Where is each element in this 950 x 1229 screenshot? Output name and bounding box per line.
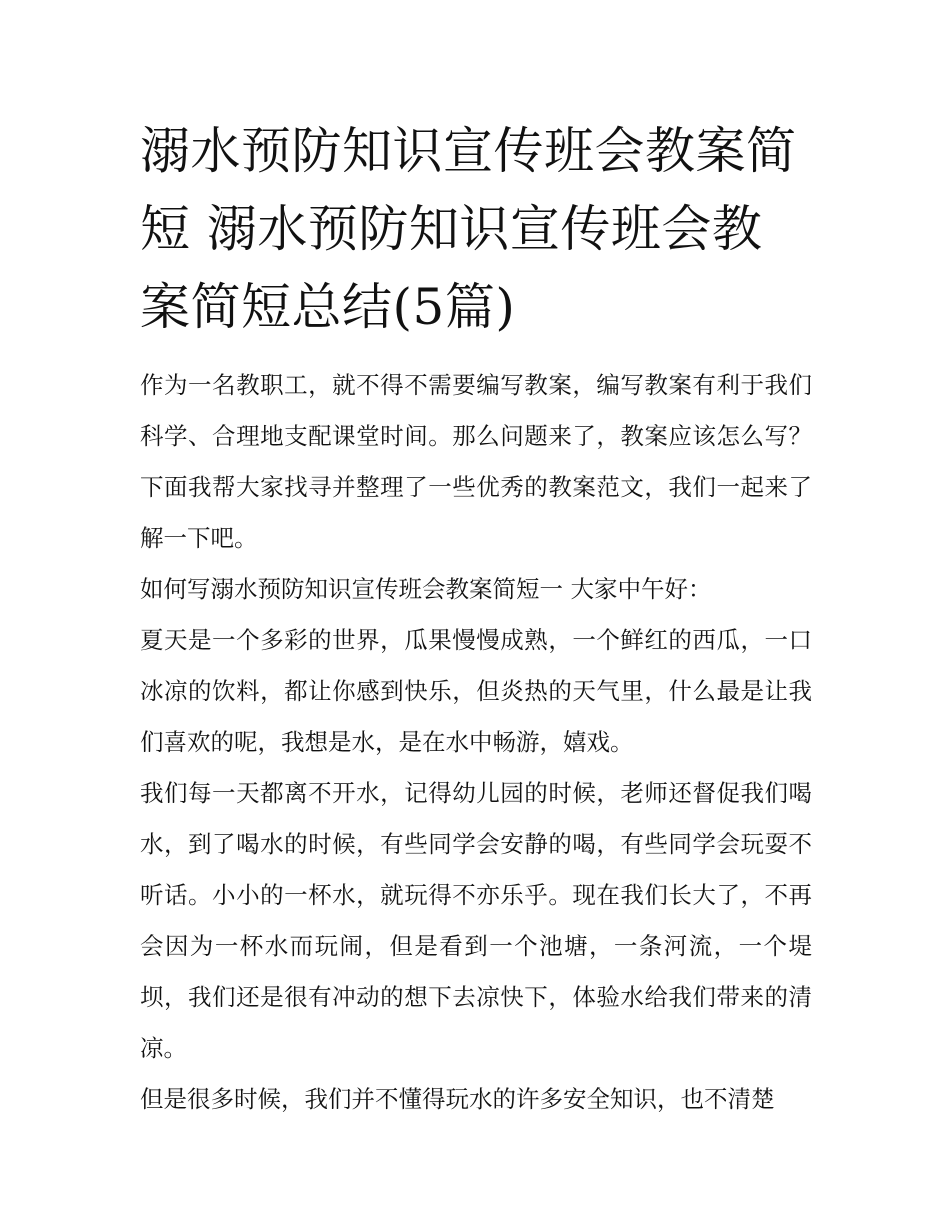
body-paragraph: 夏天是一个多彩的世界，瓜果慢慢成熟，一个鲜红的西瓜，一口冰凉的饮料，都让你感到快乐，但炎热的天气里，什么最是让我们喜欢的呢，我想是水，是在水中畅游，嬉戏。	[140, 626, 812, 756]
section-heading-paragraph: 如何写溺水预防知识宣传班会教案简短一 大家中午好：	[140, 575, 712, 603]
document-body	[140, 112, 812, 1125]
body-paragraph: 但是很多时候，我们并不懂得玩水的许多安全知识，也不清楚	[140, 1085, 775, 1113]
document-title: 溺水预防知识宣传班会教案简短 溺水预防知识宣传班会教案简短总结(5篇)	[140, 122, 797, 336]
body-paragraph: 我们每一天都离不开水，记得幼儿园的时候，老师还督促我们喝水，到了喝水的时候，有些同学会安静的喝，有些同学会玩耍不听话。小小的一杯水，就玩得不亦乐乎。现在我们长大了，不再会因为一杯水而玩闹，但是看到一个池塘，一条河流，一个堤坝，我们还是很有冲动的想下去凉快下，体验水给我们带来的清凉。	[140, 779, 812, 1062]
intro-paragraph: 作为一名教职工，就不得不需要编写教案，编写教案有利于我们科学、合理地支配课堂时间。那么问题来了，教案应该怎么写？下面我帮大家找寻并整理了一些优秀的教案范文，我们一起来了解一下吧。	[140, 371, 812, 552]
